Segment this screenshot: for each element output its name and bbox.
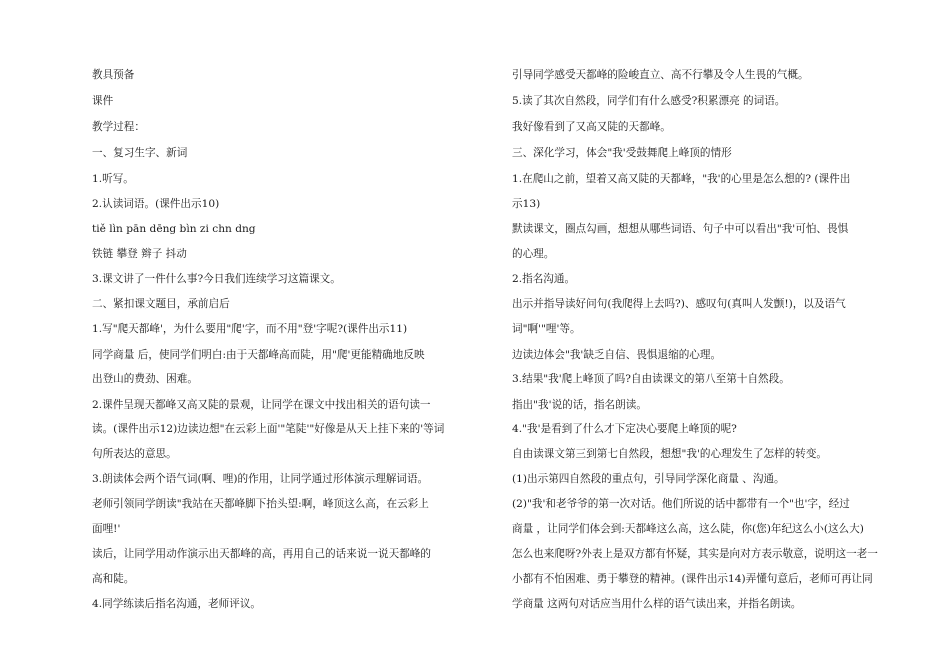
text-line: 句所表达的意思。	[92, 448, 177, 460]
text-line: 的心理。	[512, 248, 555, 260]
text-line: 引导同学感受天都峰的险峻直立、高不行攀及令人生畏的气概。	[512, 69, 809, 81]
text-line: 4.同学练读后指名沟通，老师评议。	[92, 598, 262, 610]
text-line: (2)"我'和老爷爷的第一次对话。他们所说的话中都带有一个"也'字，经过	[512, 498, 850, 510]
text-line: 词"啊'"哩'等。	[512, 323, 581, 335]
text-line: 同学商量 后，使同学们明白:由于天都峰高而陡，用"爬'更能精确地反映	[92, 349, 425, 361]
text-line: 边读边体会"我'缺乏自信、畏惧退缩的心理。	[512, 349, 722, 361]
text-line: 学商量 这两句对话应当用什么样的语气读出来，并指名朗读。	[512, 598, 802, 610]
text-line: 怎么也来爬呀?外表上是双方都有怀疑，其实是向对方表示敬意，说明这一老一	[512, 548, 878, 560]
text-line: 2.课件呈现天都峰又高又陡的景观，让同学在课文中找出相关的语句读一	[92, 399, 431, 411]
text-line: 1.写"爬天都峰'，为什么要用"爬'字，而不用"登'字呢?(课件出示11)	[92, 323, 408, 335]
text-line: 小都有不怕困难、勇于攀登的精神。(课件出示14)弄懂句意后，老师可再让同	[512, 573, 873, 585]
text-line: 1.在爬山之前，望着又高又陡的天都峰，"我'的心里是怎么想的? (课件出	[512, 173, 851, 185]
text-line: 商量 ，让同学们体会到:天都峰这么高，这么陡，你(您)年纪这么小(这么大)	[512, 523, 864, 535]
text-line: 出示并指导读好问句(我爬得上去吗?)、感叹句(真叫人发颤!)，以及语气	[512, 298, 846, 310]
text-line: 示13)	[512, 198, 541, 210]
text-line: 读。(课件出示12)边读边想"在云彩上面'"笔陡'"好像是从天上挂下来的'等词	[92, 423, 445, 435]
text-line: 自由读课文第三到第七自然段，想想"我'的心理发生了怎样的转变。	[512, 448, 828, 460]
text-line: 二、紧扣课文题目，承前启后	[92, 298, 230, 310]
text-line: tiě lìn pān dēng bìn zi chn dng	[92, 223, 256, 235]
text-line: 面哩!'	[92, 523, 121, 535]
text-line: 教具预备	[92, 69, 135, 81]
text-line: 2.指名沟通。	[512, 273, 576, 285]
text-line: 铁链 攀登 辫子 抖动	[92, 248, 187, 260]
text-line: 课件	[92, 95, 114, 107]
text-line: 一、复习生字、新词	[92, 147, 188, 159]
text-line: 4."我'是看到了什么才下定决心要爬上峰顶的呢?	[512, 423, 737, 435]
text-line: 三、深化学习，体会"我'受鼓舞爬上峰顶的情形	[512, 147, 732, 159]
text-line: 高和陡。	[92, 573, 135, 585]
text-line: 指出"我'说的话，指名朗读。	[512, 399, 647, 411]
text-line: (1)出示第四自然段的重点句，引导同学深化商量 、沟通。	[512, 473, 785, 485]
text-line: 教学过程：	[92, 121, 145, 133]
text-line: 5.读了其次自然段，同学们有什么感受?积累漂亮 的词语。	[512, 95, 786, 107]
text-line: 3.结果"我'爬上峰顶了吗?自由读课文的第八至第十自然段。	[512, 373, 790, 385]
text-line: 默读课文，圈点勾画，想想从哪些词语、句子中可以看出"我'可怕、畏惧	[512, 223, 849, 235]
text-line: 读后，让同学用动作演示出天都峰的高，再用自己的话来说一说天都峰的	[92, 548, 431, 560]
text-line: 1.听写。	[92, 173, 134, 185]
text-line: 3.朗读体会两个语气词(啊、哩)的作用，让同学通过形体演示理解词语。	[92, 473, 429, 485]
text-line: 我好像看到了又高又陡的天都峰。	[512, 121, 671, 133]
text-line: 2.认读词语。(课件出示10)	[92, 198, 220, 210]
text-line: 出登山的费劲、困难。	[92, 373, 198, 385]
text-line: 老师引领同学朗读"我站在天都峰脚下抬头望:啊，峰顶这么高，在云彩上	[92, 498, 429, 510]
text-line: 3.课文讲了一件什么事?今日我们连续学习这篇课文。	[92, 273, 341, 285]
